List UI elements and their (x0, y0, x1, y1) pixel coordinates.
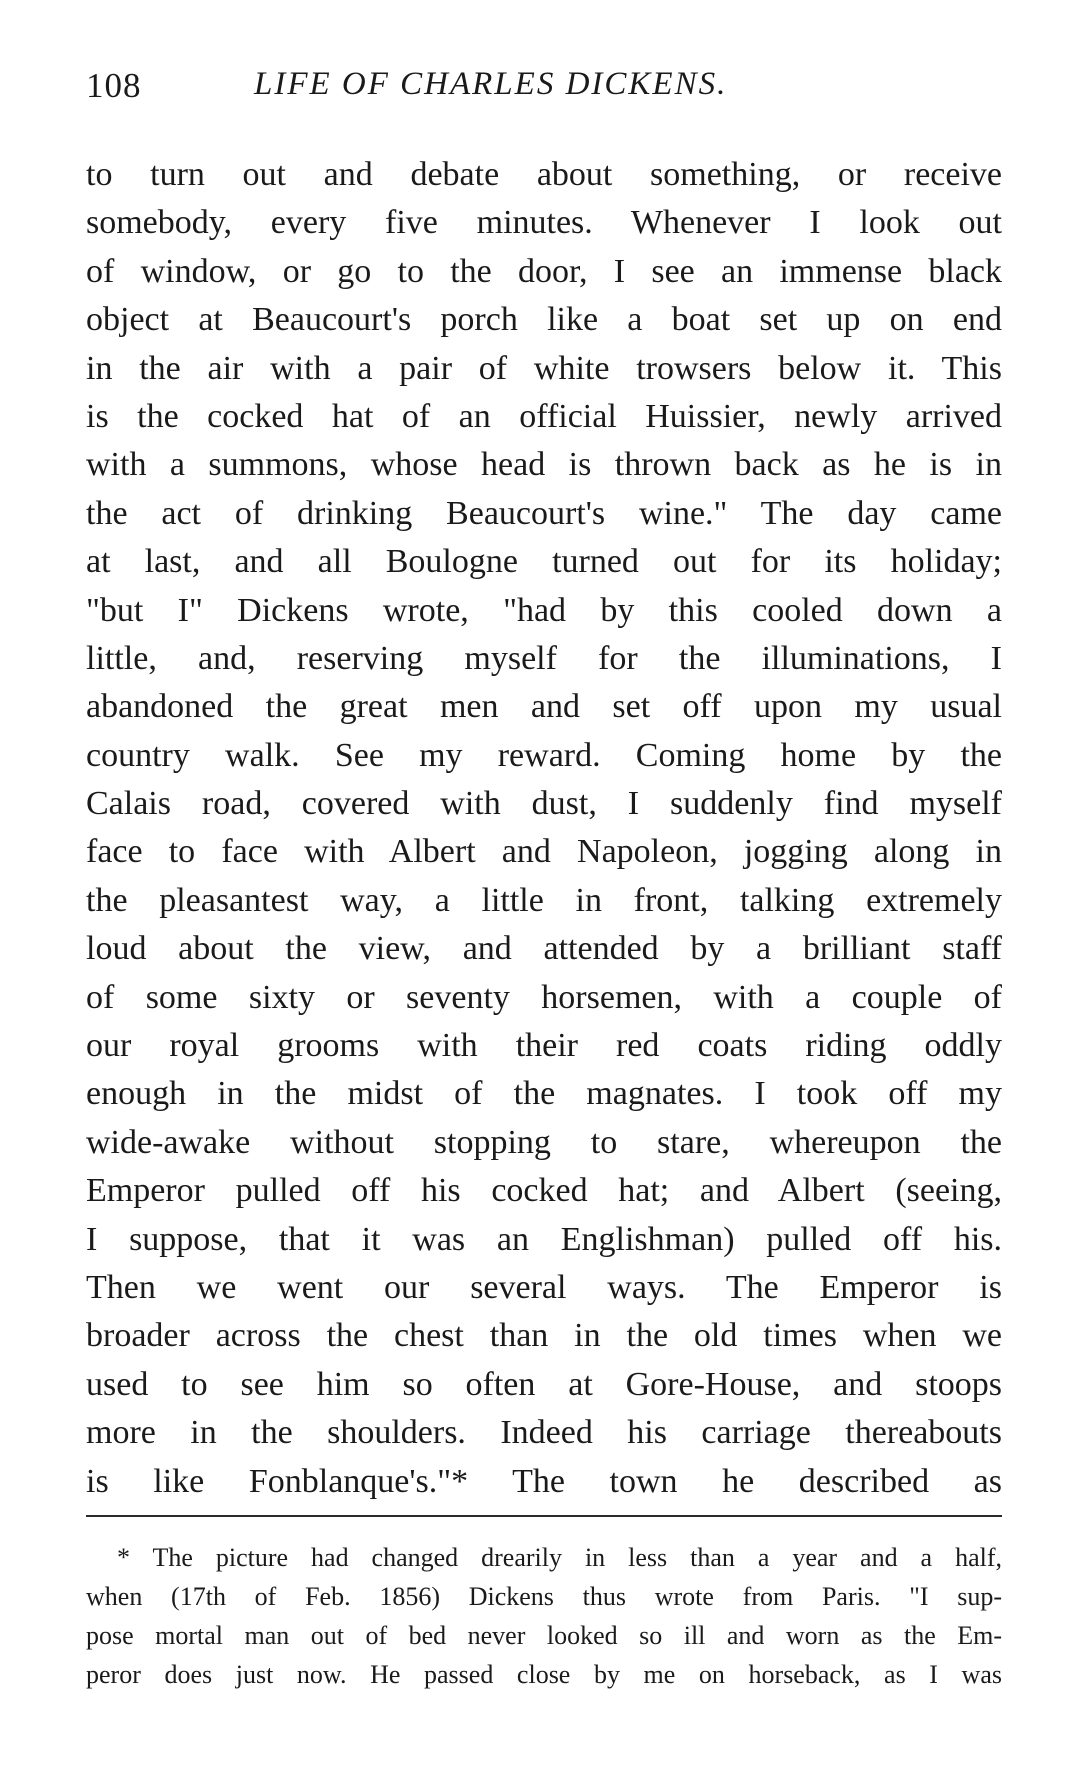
body-line: with a summons, whose head is thrown back as he is in (86, 446, 1002, 484)
body-line: "but I" Dickens wrote, "had by this cooled down a (86, 591, 1002, 629)
body-line: I suppose, that it was an Englishman) pulled off his. (86, 1220, 1002, 1258)
body-line: used to see him so often at Gore-House, and stoops (86, 1365, 1002, 1403)
body-line: the pleasantest way, a little in front, talking extremely (86, 881, 1002, 919)
body-line: at last, and all Boulogne turned out for its holiday; (86, 543, 1002, 581)
body-line: little, and, reserving myself for the illuminations, I (86, 639, 1002, 677)
body-line: of window, or go to the door, I see an immense black (86, 252, 1002, 290)
body-line: loud about the view, and attended by a brilliant staff (86, 930, 1002, 968)
body-line: country walk. See my reward. Coming home by the (86, 736, 1002, 774)
body-line: in the air with a pair of white trowsers below it. This (86, 349, 1002, 387)
body-line: to turn out and debate about something, or receive (86, 156, 1002, 193)
running-title: LIFE OF CHARLES DICKENS. (254, 66, 728, 102)
footnote (86, 1538, 1002, 1694)
body-text (86, 151, 1002, 1506)
body-line: is like Fonblanque's."* The town he described as (86, 1462, 1002, 1500)
body-line: more in the shoulders. Indeed his carriage thereabouts (86, 1414, 1002, 1452)
body-line: of some sixty or seventy horsemen, with a couple of (86, 978, 1002, 1016)
body-line: is the cocked hat of an official Huissier, newly arrived (86, 397, 1002, 435)
footnote-line: * The picture had changed drearily in less than a year and a half, (117, 1543, 1002, 1572)
body-line: object at Beaucourt's porch like a boat set up on end (86, 301, 1002, 339)
footnote-line: when (17th of Feb. 1856) Dickens thus wrote from Paris. "I sup- (86, 1582, 1002, 1611)
footnote-divider (86, 1515, 1002, 1517)
body-line: wide-awake without stopping to stare, whereupon the (86, 1123, 1002, 1161)
body-line: somebody, every five minutes. Whenever I look out (86, 204, 1002, 242)
body-line: broader across the chest than in the old times when we (86, 1317, 1002, 1355)
page-header (86, 66, 986, 106)
body-line: our royal grooms with their red coats riding oddly (86, 1027, 1002, 1065)
body-line: Calais road, covered with dust, I suddenly find myself (86, 785, 1002, 823)
body-line: face to face with Albert and Napoleon, jogging along in (86, 833, 1002, 871)
body-line: abandoned the great men and set off upon my usual (86, 688, 1002, 726)
page-number: 108 (86, 66, 142, 105)
body-line: enough in the midst of the magnates. I took off my (86, 1075, 1002, 1113)
footnote-line: pose mortal man out of bed never looked so ill and worn as the Em- (86, 1621, 1002, 1650)
body-line: Then we went our several ways. The Emperor is (86, 1268, 1002, 1306)
body-line: Emperor pulled off his cocked hat; and Albert (seeing, (86, 1172, 1002, 1210)
footnote-line: peror does just now. He passed close by me on horseback, as I was (86, 1660, 1002, 1689)
body-line: the act of drinking Beaucourt's wine." The day came (86, 494, 1002, 532)
